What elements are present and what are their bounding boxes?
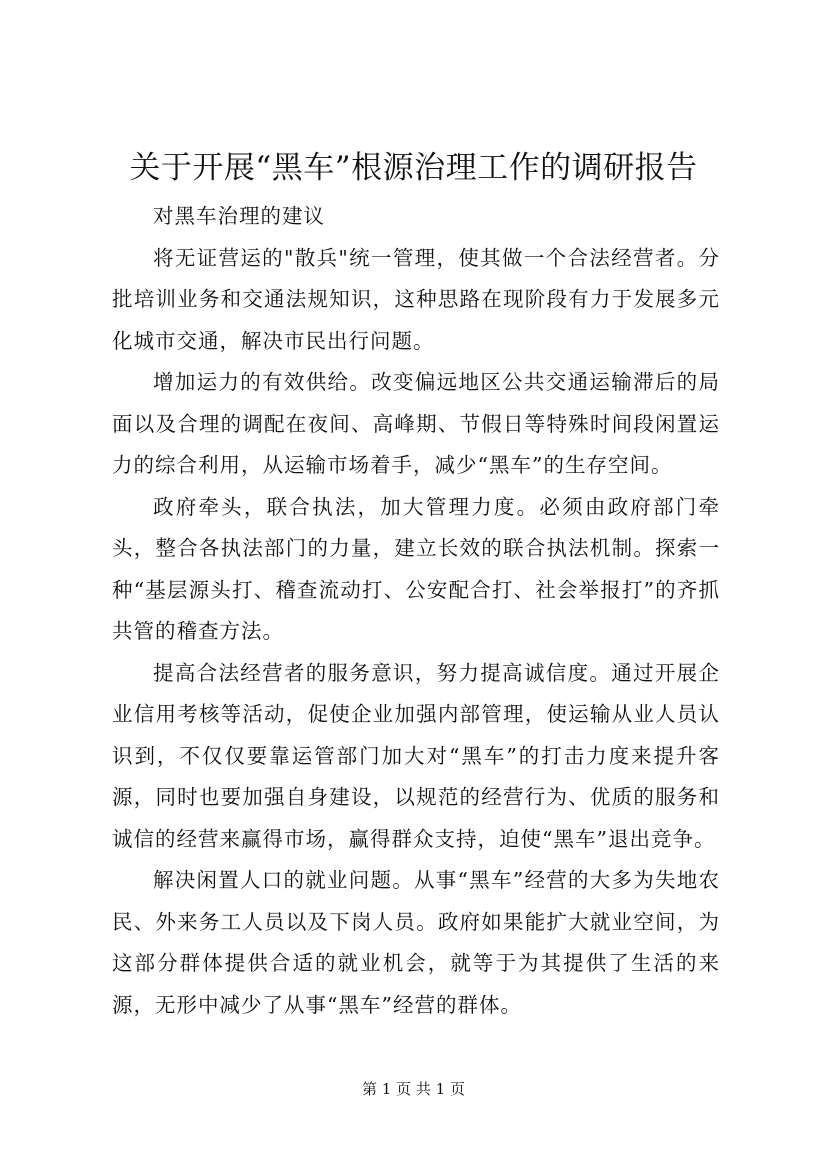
- document-body: [112, 196, 720, 1026]
- paragraph-heading: 对黑车治理的建议: [153, 204, 325, 228]
- page-footer: 第 1 页 共 1 页: [362, 1080, 465, 1098]
- document-title: 关于开展“黑车”根源治理工作的调研报告: [129, 150, 698, 186]
- paragraph: 提高合法经营者的服务意识，努力提高诚信度。通过开展企业信用考核等活动，促使企业加强内部管理，使运输从业人员认识到，不仅仅要靠运管部门加大对“黑车”的打击力度来提升客源，同时也要加强自身建设，以规范的经营行为、优质的服务和诚信的经营来赢得市场，赢得群众支持，迫使“黑车”退出竞争。: [112, 660, 720, 851]
- paragraph: 解决闲置人口的就业问题。从事“黑车”经营的大多为失地农民、外来务工人员以及下岗人员。政府如果能扩大就业空间，为这部分群体提供合适的就业机会，就等于为其提供了生活的来源，无形中减少了从事“黑车”经营的群体。: [112, 868, 720, 1017]
- paragraph: 增加运力的有效供给。改变偏远地区公共交通运输滞后的局面以及合理的调配在夜间、高峰期、节假日等特殊时间段闲置运力的综合利用，从运输市场着手，减少“黑车”的生存空间。: [112, 370, 720, 477]
- paragraph: 政府牵头，联合执法，加大管理力度。必须由政府部门牵头，整合各执法部门的力量，建立长效的联合执法机制。探索一种“基层源头打、稽查流动打、公安配合打、社会举报打”的齐抓共管的稽查方法。: [112, 494, 720, 643]
- paragraph: 将无证营运的"散兵"统一管理，使其做一个合法经营者。分批培训业务和交通法规知识，这种思路在现阶段有力于发展多元化城市交通，解决市民出行问题。: [112, 245, 720, 353]
